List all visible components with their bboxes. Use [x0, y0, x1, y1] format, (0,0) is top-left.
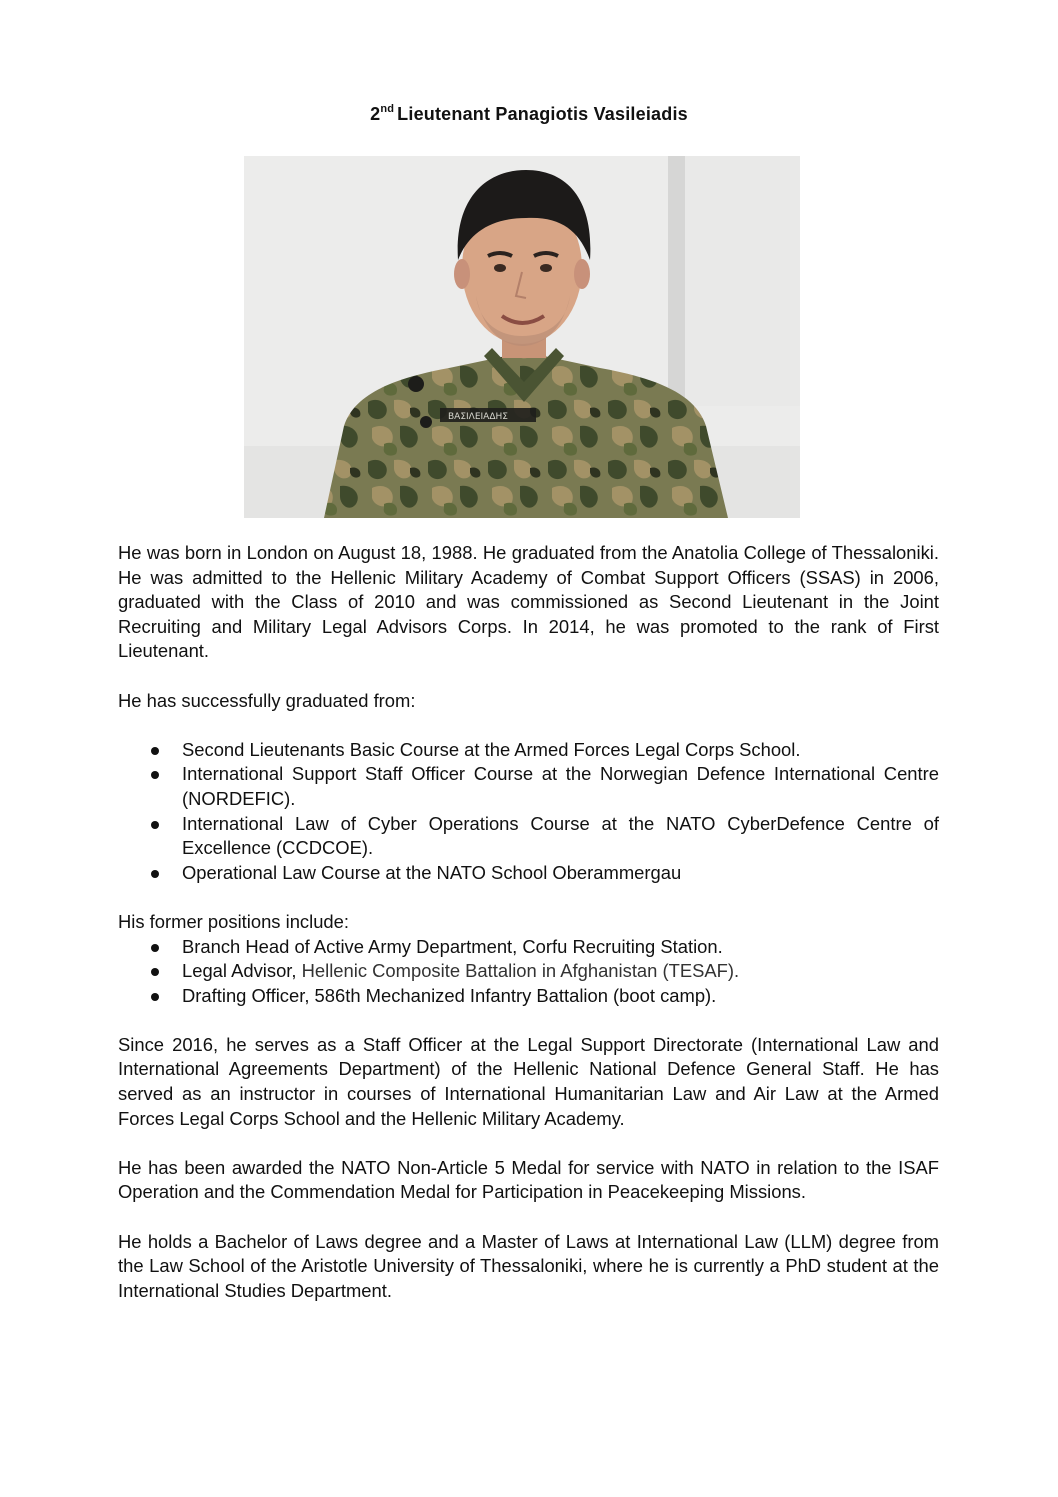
list-item: Legal Advisor, Hellenic Composite Battalion in Afghanistan (TESAF).: [118, 959, 939, 984]
bullet-icon: [151, 771, 159, 779]
bio-paragraph-current-role: Since 2016, he serves as a Staff Officer at the Legal Support Directorate (International Law and International Agreements Department) of the Hellenic National Defence General Staff. He has served as an instructor in courses of International Humanitarian Law and Air Law at the Armed Forces Legal Corps School and the Hellenic Military Academy.: [118, 1033, 939, 1129]
title-ordinal-number: 2: [370, 104, 381, 124]
courses-list: [118, 738, 939, 886]
portrait-photo: [244, 156, 800, 518]
list-item: International Support Staff Officer Course at the Norwegian Defence International Centre (NORDEFIC).: [118, 762, 939, 811]
bullet-icon: [151, 993, 159, 1001]
positions-intro: His former positions include:: [118, 910, 349, 932]
title-ordinal-suffix: nd: [380, 103, 395, 115]
list-item: Second Lieutenants Basic Course at the Armed Forces Legal Corps School.: [118, 738, 939, 763]
title-text: Lieutenant Panagiotis Vasileiadis: [397, 104, 688, 124]
bullet-icon: [151, 968, 159, 976]
list-item: International Law of Cyber Operations Course at the NATO CyberDefence Centre of Excellence (CCDCOE).: [118, 812, 939, 861]
bullet-icon: [151, 747, 159, 755]
name-tape: ΒΑΣΙΛΕΙΑΔΗΣ: [448, 412, 508, 422]
courses-intro: He has successfully graduated from:: [118, 689, 416, 711]
bullet-icon: [151, 870, 159, 878]
positions-list: [118, 935, 939, 1009]
portrait-illustration: [244, 156, 800, 518]
bio-body: [118, 541, 939, 1303]
page-title: [0, 103, 1058, 125]
bio-paragraph-early-career: He was born in London on August 18, 1988. He graduated from the Anatolia College of Thessaloniki. He was admitted to the Hellenic Military Academy of Combat Support Officers (SSAS) in 2006, graduated with the Class of 2010 and was commissioned as Second Lieutenant in the Joint Recruiting and Military Legal Advisors Corps. In 2014, he was promoted to the rank of First Lieutenant.: [118, 542, 939, 662]
list-item: Branch Head of Active Army Department, Corfu Recruiting Station.: [118, 935, 939, 960]
list-item: Operational Law Course at the NATO School Oberammergau: [118, 861, 939, 886]
bio-paragraph-education: He holds a Bachelor of Laws degree and a Master of Laws at International Law (LLM) degree from the Law School of the Aristotle University of Thessaloniki, where he is currently a PhD student at the International Studies Department.: [118, 1230, 939, 1301]
bullet-icon: [151, 944, 159, 952]
list-item: Drafting Officer, 586th Mechanized Infantry Battalion (boot camp).: [118, 984, 939, 1009]
bullet-icon: [151, 821, 159, 829]
bio-paragraph-awards: He has been awarded the NATO Non-Article 5 Medal for service with NATO in relation to the ISAF Operation and the Commendation Medal for Participation in Peacekeeping Missions.: [118, 1156, 939, 1203]
